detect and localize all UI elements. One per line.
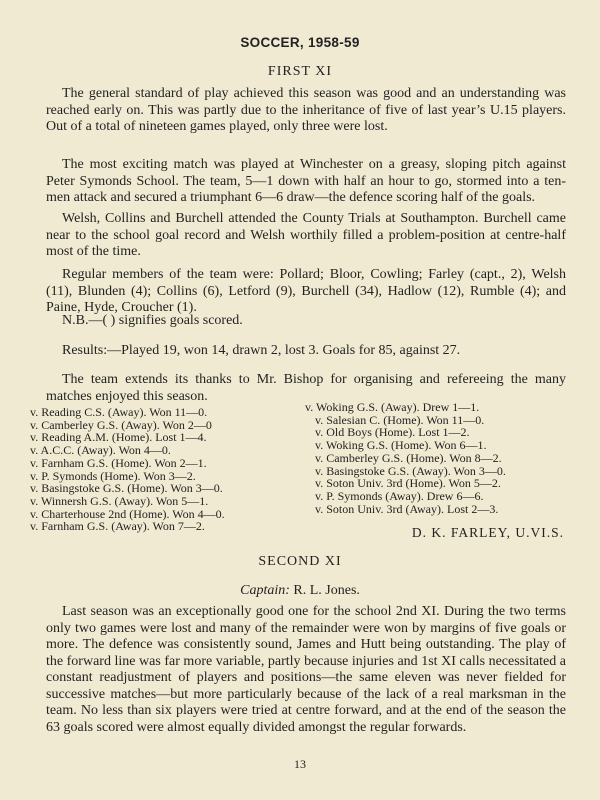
second-xi-heading: SECOND XI	[258, 554, 342, 569]
results-list-left	[30, 406, 225, 533]
result-item: v. Woking G.S. (Home). Won 6—1.	[315, 438, 487, 453]
result-item: v. Basingstoke G.S. (Home). Won 3—0.	[30, 481, 223, 496]
first-xi-paragraph-2: The most exciting match was played at Winchester on a greasy, sloping pitch against Peter Symonds School. The team, 5—1 down with half an hour to go, stormed into a ten-men attack and secured a triumphant 6—6 draw—the defence scoring half of the goals.	[46, 157, 566, 205]
result-item: v. Camberley G.S. (Home). Won 8—2.	[315, 450, 502, 465]
first-xi-thanks: The team extends its thanks to Mr. Bishop for organising and refereeing the many matches enjoyed this season.	[46, 372, 566, 404]
result-item: v. Soton Univ. 3rd (Away). Lost 2—3.	[315, 501, 499, 516]
result-item: v. Woking G.S. (Away). Drew 1—1.	[305, 400, 480, 414]
second-xi-paragraph: Last season was an exceptionally good one for the school 2nd XI. During the two terms only two games were lost and many of the remainder were won by margins of five goals or more. The defence was consistently sound, James and Hutt being outstanding. The play of the forward line was far more variable, partly because injuries and 1st XI calls necessitated a constant readjustment of players and positions—the same eleven was never fielded for successive matches—but more particularly because of the lack of a real marksman in the team. No less than six players were tried at centre forward, and at the end of the season the 63 goals scored were almost equally divided amongst the regular forwards.	[46, 604, 566, 735]
result-item: v. P. Symonds (Home). Won 3—2.	[30, 468, 196, 483]
result-item: v. Farnham G.S. (Away). Won 7—2.	[30, 519, 205, 534]
first-xi-results-summary: Results:—Played 19, won 14, drawn 2, lost 3. Goals for 85, against 27.	[62, 343, 461, 358]
author-signature: D. K. FARLEY, U.VI.S.	[411, 525, 564, 540]
result-item: v. Winnersh G.S. (Away). Won 5—1.	[30, 493, 209, 508]
result-item: v. Farnham G.S. (Home). Won 2—1.	[30, 455, 207, 470]
first-xi-paragraph-1: The general standard of play achieved this season was good and an understanding was reached early on. This was partly due to the inheritance of five of last year’s U.15 players. Out of a total of nineteen games played, only three were lost.	[46, 86, 566, 134]
result-item: v. Salesian C. (Home). Won 11—0.	[315, 412, 485, 427]
result-item: v. Reading A.M. (Home). Lost 1—4.	[30, 430, 207, 445]
results-list-right	[305, 401, 506, 515]
page-title: SOCCER, 1958-59	[240, 35, 360, 50]
result-item: v. A.C.C. (Away). Won 4—0.	[30, 443, 171, 458]
captain-name: R. L. Jones.	[293, 583, 360, 598]
result-item: v. Camberley G.S. (Away). Won 2—0	[30, 417, 212, 432]
result-item: v. Basingstoke G.S. (Away). Won 3—0.	[315, 463, 506, 478]
result-item: v. Reading C.S. (Away). Won 11—0.	[30, 405, 208, 419]
first-xi-paragraph-4: Regular members of the team were: Pollard; Bloor, Cowling; Farley (capt., 2), Welsh (11), Blunden (4); Collins (6), Letford (9), Burchell (34), Hadlow (12), Rumble (4); and Paine, Hyde, Croucher (1).	[46, 267, 566, 315]
first-xi-note: N.B.—( ) signifies goals scored.	[62, 313, 243, 328]
result-item: v. Charterhouse 2nd (Home). Won 4—0.	[30, 506, 225, 521]
page-number: 13	[294, 757, 306, 771]
captain-label: Captain:	[240, 583, 290, 598]
captain-line	[0, 583, 600, 599]
first-xi-paragraph-3: Welsh, Collins and Burchell attended the County Trials at Southampton. Burchell came near to the school goal record and Welsh worthily filled a problem-position at centre-half most of the time.	[46, 211, 566, 259]
result-item: v. Old Boys (Home). Lost 1—2.	[315, 425, 470, 440]
result-item: v. P. Symonds (Away). Drew 6—6.	[315, 488, 484, 503]
first-xi-heading: FIRST XI	[267, 64, 333, 79]
result-item: v. Soton Univ. 3rd (Home). Won 5—2.	[315, 476, 501, 491]
